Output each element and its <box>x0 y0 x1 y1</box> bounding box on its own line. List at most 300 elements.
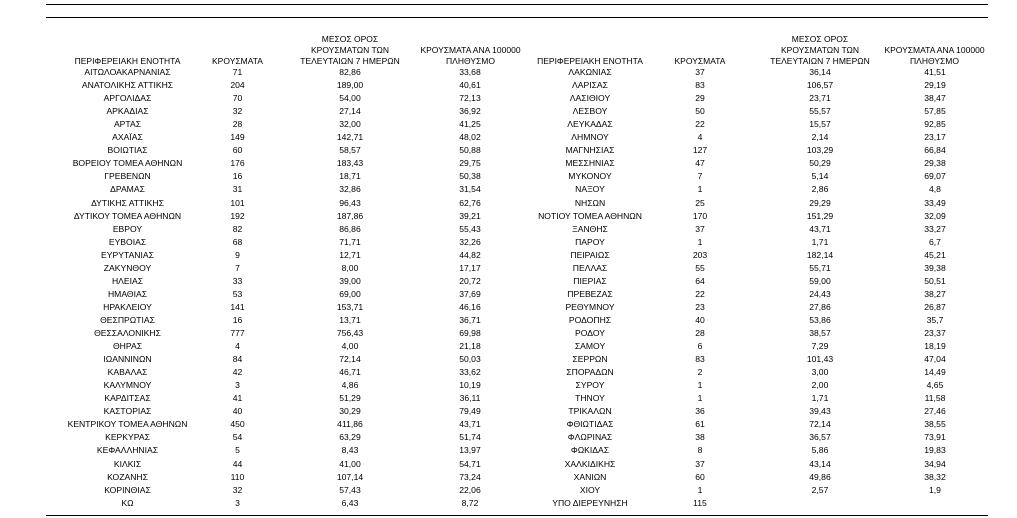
left-cell-per100k: 50,03 <box>459 354 481 365</box>
right-cell-per100k: 50,51 <box>924 275 946 286</box>
right-cell-per100k: 35,7 <box>926 314 944 325</box>
right-cell-per100k: 45,21 <box>924 249 946 260</box>
table-row <box>0 210 1017 223</box>
table-row <box>0 405 1017 418</box>
left-cell-region: ΚΑΛΥΜΝΟΥ <box>103 380 152 391</box>
left-cell-per100k: 62,76 <box>459 197 481 208</box>
left-cell-region: ΒΟΙΩΤΙΑΣ <box>107 145 148 156</box>
right-cell-cases: 60 <box>695 471 705 482</box>
right-cell-cases: 203 <box>692 249 708 260</box>
left-cell-cases: 141 <box>230 301 245 312</box>
right-cell-cases: 127 <box>692 145 708 156</box>
right-cell-per100k: 73,91 <box>924 432 946 443</box>
right-cell-cases: 22 <box>695 288 705 299</box>
left-cell-per100k: 43,71 <box>459 419 481 430</box>
left-cell-region: ΚΩ <box>121 497 134 508</box>
left-cell-cases: 450 <box>230 419 245 430</box>
right-cell-avg7: 49,86 <box>809 471 831 482</box>
table-row <box>0 458 1017 471</box>
left-cell-avg7: 82,86 <box>339 67 361 77</box>
left-cell-per100k: 36,71 <box>459 314 481 325</box>
right-cell-cases: 64 <box>695 275 705 286</box>
right-cell-per100k: 57,85 <box>924 106 946 117</box>
left-cell-cases: 9 <box>235 249 240 260</box>
table-row <box>0 170 1017 183</box>
left-cell-per100k: 8,72 <box>461 497 479 508</box>
header-rule <box>46 17 988 18</box>
left-cell-cases: 16 <box>232 314 243 325</box>
right-cell-region: ΠΙΕΡΙΑΣ <box>573 275 607 286</box>
right-cell-region: ΠΕΛΛΑΣ <box>572 262 608 273</box>
right-cell-per100k: 92,85 <box>924 119 946 130</box>
right-cell-cases: 8 <box>697 445 703 456</box>
right-cell-cases: 170 <box>692 210 708 221</box>
left-cell-cases: 60 <box>232 145 243 156</box>
left-cell-cases: 32 <box>232 106 243 117</box>
left-cell-region: ΔΥΤΙΚΟΥ ΤΟΜΕΑ ΑΘΗΝΩΝ <box>73 210 182 221</box>
right-cell-avg7: 1,71 <box>811 393 829 404</box>
left-cell-region: ΚΕΦΑΛΛΗΝΙΑΣ <box>96 445 159 456</box>
table-row <box>0 157 1017 170</box>
table-row <box>0 92 1017 105</box>
left-cell-cases: 110 <box>230 471 245 482</box>
right-cell-region: ΧΑΝΙΩΝ <box>573 471 607 482</box>
right-cell-avg7: 2,57 <box>811 484 829 495</box>
left-cell-avg7: 54,00 <box>339 93 361 104</box>
left-cell-avg7: 46,71 <box>339 367 361 378</box>
right-cell-avg7: 1,71 <box>811 236 829 247</box>
left-cell-cases: 31 <box>232 184 243 195</box>
right-cell-avg7: 43,71 <box>809 223 831 234</box>
left-cell-avg7: 72,14 <box>339 354 361 365</box>
header-region-right: ΠΕΡΙΦΕΡΕΙΑΚΗ ΕΝΟΤΗΤΑ <box>537 56 643 66</box>
right-cell-region: ΣΕΡΡΩΝ <box>572 354 608 365</box>
right-cell-region: ΝΑΞΟΥ <box>575 184 605 195</box>
left-cell-cases: 82 <box>232 223 243 234</box>
left-cell-region: ΘΕΣΠΡΩΤΙΑΣ <box>100 314 155 325</box>
table-row <box>0 392 1017 405</box>
right-cell-avg7: 103,29 <box>806 145 834 156</box>
right-cell-avg7: 55,71 <box>809 262 831 273</box>
header-avg7-right: ΜΕΣΟΣ ΟΡΟΣ ΚΡΟΥΣΜΑΤΩΝ ΤΩΝ ΤΕΛΕΥΤΑΙΩΝ 7 ΗΜΕΡΩΝ <box>770 34 870 66</box>
right-cell-per100k: 23,37 <box>924 328 946 338</box>
left-cell-per100k: 33,68 <box>459 67 481 77</box>
header-per100k-left: ΚΡΟΥΣΜΑΤΑ ΑΝΑ 100000 ΠΛΗΘΥΣΜΟ <box>420 45 521 66</box>
left-cell-avg7: 51,29 <box>339 393 361 404</box>
left-cell-cases: 176 <box>230 158 245 169</box>
left-cell-avg7: 8,43 <box>341 445 359 456</box>
right-cell-avg7: 182,14 <box>806 249 834 260</box>
left-cell-cases: 44 <box>232 458 243 469</box>
right-cell-avg7: 15,57 <box>809 119 831 130</box>
right-cell-per100k: 33,27 <box>924 223 946 234</box>
right-cell-avg7: 36,14 <box>809 67 831 77</box>
right-cell-cases: 36 <box>695 406 705 417</box>
left-cell-avg7: 12,71 <box>339 249 361 260</box>
left-cell-per100k: 73,24 <box>459 471 481 482</box>
left-cell-avg7: 71,71 <box>339 236 361 247</box>
left-cell-avg7: 107,14 <box>336 471 364 482</box>
left-cell-cases: 4 <box>235 341 240 352</box>
right-cell-avg7: 2,86 <box>811 184 829 195</box>
right-cell-per100k: 4,65 <box>926 380 944 391</box>
left-cell-cases: 84 <box>232 354 243 365</box>
right-cell-cases: 1 <box>697 236 703 247</box>
right-cell-region: ΛΕΥΚΑΔΑΣ <box>567 119 613 130</box>
left-cell-cases: 68 <box>232 236 243 247</box>
left-cell-region: ΑΡΓΟΛΙΔΑΣ <box>103 93 152 104</box>
right-cell-per100k: 47,04 <box>924 354 946 365</box>
right-cell-cases: 23 <box>695 301 705 312</box>
table-row <box>0 131 1017 144</box>
left-cell-avg7: 189,00 <box>336 80 364 91</box>
right-cell-cases: 1 <box>697 380 703 391</box>
left-cell-per100k: 33,62 <box>459 367 481 378</box>
left-cell-region: ΕΥΡΥΤΑΝΙΑΣ <box>101 249 154 260</box>
right-cell-cases: 7 <box>697 171 703 182</box>
right-cell-avg7: 55,57 <box>809 106 831 117</box>
left-cell-per100k: 48,02 <box>459 132 481 143</box>
right-cell-per100k: 23,17 <box>924 132 946 143</box>
header-cases-right: ΚΡΟΥΣΜΑΤΑ <box>674 56 726 66</box>
table-row <box>0 497 1017 510</box>
left-cell-region: ΑΙΤΩΛΟΑΚΑΡΝΑΝΙΑΣ <box>84 67 171 77</box>
left-cell-per100k: 31,54 <box>459 184 481 195</box>
right-cell-cases: 83 <box>695 80 705 91</box>
left-cell-avg7: 8,00 <box>341 262 359 273</box>
right-cell-region: ΜΥΚΟΝΟΥ <box>568 171 612 182</box>
right-cell-avg7: 5,86 <box>811 445 829 456</box>
table-row <box>0 197 1017 210</box>
right-cell-per100k: 66,84 <box>924 145 946 156</box>
left-cell-cases: 70 <box>232 93 243 104</box>
table-row <box>0 249 1017 262</box>
right-cell-cases: 83 <box>695 354 705 365</box>
right-cell-region: ΠΡΕΒΕΖΑΣ <box>567 288 613 299</box>
left-cell-cases: 3 <box>235 497 240 508</box>
left-cell-per100k: 46,16 <box>459 301 481 312</box>
right-cell-region: ΤΗΝΟΥ <box>575 393 605 404</box>
table-row <box>0 366 1017 379</box>
left-cell-per100k: 37,69 <box>459 288 481 299</box>
right-cell-region: ΡΟΔΟΠΗΣ <box>568 314 612 325</box>
left-cell-region: ΚΟΡΙΝΘΙΑΣ <box>104 484 151 495</box>
right-cell-region: ΦΛΩΡΙΝΑΣ <box>567 432 613 443</box>
right-cell-cases: 28 <box>695 328 705 338</box>
left-cell-avg7: 30,29 <box>339 406 361 417</box>
left-cell-per100k: 20,72 <box>459 275 481 286</box>
left-cell-per100k: 17,17 <box>459 262 481 273</box>
left-cell-region: ΑΡΚΑΔΙΑΣ <box>106 106 149 117</box>
right-cell-cases: 38 <box>695 432 705 443</box>
right-cell-avg7: 23,71 <box>809 93 831 104</box>
right-cell-region: ΛΗΜΝΟΥ <box>571 132 609 143</box>
right-cell-cases: 29 <box>695 93 705 104</box>
left-cell-region: ΚΟΖΑΝΗΣ <box>107 471 148 482</box>
left-cell-region: ΔΥΤΙΚΗΣ ΑΤΤΙΚΗΣ <box>91 197 164 208</box>
right-cell-per100k: 1,9 <box>929 484 941 495</box>
right-cell-avg7: 50,29 <box>809 158 831 169</box>
left-cell-region: ΕΒΡΟΥ <box>112 223 143 234</box>
left-cell-per100k: 44,82 <box>459 249 481 260</box>
left-cell-region: ΚΕΡΚΥΡΑΣ <box>105 432 150 443</box>
left-cell-per100k: 54,71 <box>459 458 481 469</box>
table-row <box>0 431 1017 444</box>
right-cell-region: ΛΑΡΙΣΑΣ <box>572 80 608 91</box>
left-cell-cases: 3 <box>235 380 240 391</box>
right-cell-avg7: 5,14 <box>811 171 829 182</box>
right-cell-avg7: 72,14 <box>809 419 831 430</box>
table-row <box>0 223 1017 236</box>
right-cell-cases: 50 <box>695 106 705 117</box>
right-cell-per100k: 39,38 <box>924 262 946 273</box>
right-cell-avg7: 29,29 <box>809 197 831 208</box>
right-cell-per100k: 69,07 <box>924 171 946 182</box>
left-cell-region: ΙΩΑΝΝΙΝΩΝ <box>103 354 152 365</box>
left-cell-per100k: 10,19 <box>459 380 481 391</box>
right-cell-region: ΜΕΣΣΗΝΙΑΣ <box>565 158 615 169</box>
left-cell-per100k: 50,38 <box>459 171 481 182</box>
left-cell-avg7: 142,71 <box>336 132 364 143</box>
right-cell-avg7: 2,14 <box>811 132 829 143</box>
left-cell-region: ΑΝΑΤΟΛΙΚΗΣ ΑΤΤΙΚΗΣ <box>81 80 174 91</box>
left-cell-per100k: 39,21 <box>459 210 481 221</box>
right-cell-region: ΣΑΜΟΥ <box>574 341 606 352</box>
left-cell-region: ΘΗΡΑΣ <box>112 341 143 352</box>
right-cell-cases: 22 <box>695 119 705 130</box>
right-cell-avg7: 38,57 <box>809 328 831 338</box>
left-cell-per100k: 36,11 <box>459 393 481 404</box>
right-cell-cases: 47 <box>695 158 705 169</box>
left-cell-avg7: 58,57 <box>339 145 361 156</box>
right-cell-region: ΣΠΟΡΑΔΩΝ <box>566 367 614 378</box>
left-cell-cases: 71 <box>232 67 243 77</box>
left-cell-region: ΑΧΑΪΑΣ <box>112 132 143 143</box>
left-cell-cases: 5 <box>235 445 240 456</box>
right-cell-cases: 1 <box>697 393 703 404</box>
left-cell-region: ΚΑΒΑΛΑΣ <box>107 367 148 378</box>
left-cell-cases: 204 <box>230 80 245 91</box>
bottom-rule <box>46 515 988 516</box>
table-row <box>0 314 1017 327</box>
right-cell-per100k: 38,55 <box>924 419 946 430</box>
top-rule <box>46 4 988 5</box>
right-cell-avg7: 151,29 <box>806 210 834 221</box>
left-cell-per100k: 13,97 <box>459 445 481 456</box>
table-row <box>0 66 1017 79</box>
right-cell-cases: 4 <box>697 132 703 143</box>
left-cell-avg7: 63,29 <box>339 432 361 443</box>
table-row <box>0 144 1017 157</box>
right-cell-per100k: 11,58 <box>924 393 946 404</box>
right-cell-region: ΝΗΣΩΝ <box>574 197 606 208</box>
left-cell-cases: 32 <box>232 484 243 495</box>
left-cell-region: ΑΡΤΑΣ <box>113 119 142 130</box>
left-cell-avg7: 32,86 <box>339 184 361 195</box>
table-row <box>0 79 1017 92</box>
left-cell-avg7: 41,00 <box>339 458 361 469</box>
left-cell-avg7: 4,86 <box>341 380 359 391</box>
left-cell-avg7: 4,00 <box>341 341 359 352</box>
right-cell-avg7: 59,00 <box>809 275 831 286</box>
right-cell-per100k: 18,19 <box>924 341 946 352</box>
left-cell-cases: 42 <box>232 367 243 378</box>
left-cell-cases: 40 <box>232 406 243 417</box>
right-cell-region: ΠΑΡΟΥ <box>575 236 605 247</box>
left-cell-avg7: 69,00 <box>339 288 361 299</box>
right-cell-per100k: 41,51 <box>924 67 946 77</box>
right-cell-per100k: 38,47 <box>924 93 946 104</box>
right-cell-cases: 61 <box>695 419 705 430</box>
left-cell-avg7: 187,86 <box>336 210 364 221</box>
right-cell-per100k: 14,49 <box>924 367 946 378</box>
right-cell-per100k: 29,38 <box>924 158 946 169</box>
left-cell-region: ΗΛΕΙΑΣ <box>111 275 144 286</box>
right-cell-region: ΛΑΚΩΝΙΑΣ <box>568 67 612 77</box>
right-cell-avg7: 7,29 <box>811 341 829 352</box>
left-cell-per100k: 79,49 <box>459 406 481 417</box>
left-cell-avg7: 756,43 <box>336 328 364 338</box>
left-cell-avg7: 18,71 <box>339 171 361 182</box>
left-cell-region: ΘΕΣΣΑΛΟΝΙΚΗΣ <box>94 328 161 338</box>
left-cell-per100k: 29,75 <box>459 158 481 169</box>
table-row <box>0 379 1017 392</box>
left-cell-per100k: 21,18 <box>459 341 481 352</box>
left-cell-cases: 7 <box>235 262 240 273</box>
left-cell-avg7: 183,43 <box>336 158 364 169</box>
left-cell-cases: 101 <box>230 197 245 208</box>
table-row <box>0 418 1017 431</box>
left-cell-avg7: 57,43 <box>339 484 361 495</box>
right-cell-avg7: 106,57 <box>806 80 834 91</box>
left-cell-cases: 53 <box>232 288 243 299</box>
right-cell-region: ΧΙΟΥ <box>579 484 601 495</box>
left-cell-per100k: 41,25 <box>459 119 481 130</box>
header-cases-left: ΚΡΟΥΣΜΑΤΑ <box>212 56 263 66</box>
header-region-left: ΠΕΡΙΦΕΡΕΙΑΚΗ ΕΝΟΤΗΤΑ <box>74 56 181 66</box>
table-row <box>0 484 1017 497</box>
right-cell-cases: 25 <box>695 197 705 208</box>
left-cell-avg7: 27,14 <box>339 106 361 117</box>
table-row <box>0 471 1017 484</box>
left-cell-cases: 192 <box>230 210 245 221</box>
table-row <box>0 275 1017 288</box>
right-cell-cases: 115 <box>693 497 707 508</box>
left-cell-avg7: 39,00 <box>339 275 361 286</box>
right-cell-per100k: 38,27 <box>924 288 946 299</box>
right-cell-region: ΣΥΡΟΥ <box>575 380 605 391</box>
table-row <box>0 288 1017 301</box>
right-cell-region: ΡΕΘΥΜΝΟΥ <box>565 301 615 312</box>
left-cell-region: ΗΡΑΚΛΕΙΟΥ <box>103 301 152 312</box>
left-cell-region: ΕΥΒΟΙΑΣ <box>108 236 147 247</box>
right-cell-region: ΛΕΣΒΟΥ <box>572 106 608 117</box>
left-cell-region: ΓΡΕΒΕΝΩΝ <box>104 171 151 182</box>
left-cell-region: ΚΕΝΤΡΙΚΟΥ ΤΟΜΕΑ ΑΘΗΝΩΝ <box>67 419 188 430</box>
right-cell-region: ΠΕΙΡΑΙΩΣ <box>570 249 610 260</box>
right-cell-per100k: 34,94 <box>924 458 946 469</box>
left-cell-avg7: 153,71 <box>336 301 364 312</box>
right-cell-avg7: 24,43 <box>809 288 831 299</box>
right-cell-cases: 55 <box>695 262 705 273</box>
left-cell-per100k: 32,26 <box>459 236 481 247</box>
left-cell-avg7: 96,43 <box>339 197 361 208</box>
table-row <box>0 105 1017 118</box>
right-cell-cases: 37 <box>695 67 705 77</box>
right-cell-cases: 2 <box>697 367 703 378</box>
right-cell-per100k: 19,83 <box>924 445 946 456</box>
right-cell-per100k: 38,32 <box>924 471 946 482</box>
right-cell-region: ΥΠΟ ΔΙΕΡΕΥΝΗΣΗ <box>552 497 628 508</box>
right-cell-per100k: 4,8 <box>929 184 941 195</box>
left-cell-per100k: 50,88 <box>459 145 481 156</box>
left-cell-cases: 54 <box>232 432 243 443</box>
right-cell-cases: 1 <box>697 184 703 195</box>
left-cell-cases: 28 <box>232 119 243 130</box>
left-cell-cases: 777 <box>230 328 245 338</box>
left-cell-per100k: 55,43 <box>459 223 481 234</box>
table-row <box>0 118 1017 131</box>
right-cell-cases: 40 <box>695 314 705 325</box>
right-cell-avg7: 43,14 <box>809 458 831 469</box>
right-cell-region: ΝΟΤΙΟΥ ΤΟΜΕΑ ΑΘΗΝΩΝ <box>538 210 642 221</box>
table-row <box>0 444 1017 457</box>
left-cell-per100k: 69,98 <box>459 328 481 338</box>
left-cell-avg7: 6,43 <box>341 497 359 508</box>
left-cell-cases: 149 <box>230 132 245 143</box>
left-cell-region: ΚΑΡΔΙΤΣΑΣ <box>104 393 151 404</box>
right-cell-region: ΦΘΙΩΤΙΔΑΣ <box>566 419 614 430</box>
table-row <box>0 353 1017 366</box>
header-per100k-right: ΚΡΟΥΣΜΑΤΑ ΑΝΑ 100000 ΠΛΗΘΥΣΜΟ <box>884 45 985 66</box>
left-cell-cases: 16 <box>232 171 243 182</box>
left-cell-cases: 33 <box>232 275 243 286</box>
right-cell-cases: 37 <box>695 458 705 469</box>
right-cell-region: ΞΑΝΘΗΣ <box>572 223 608 234</box>
table-row <box>0 236 1017 249</box>
left-cell-region: ΖΑΚΥΝΘΟΥ <box>103 262 152 273</box>
table-row <box>0 301 1017 314</box>
right-cell-per100k: 6,7 <box>929 236 941 247</box>
right-cell-avg7: 101,43 <box>806 354 834 365</box>
right-cell-per100k: 26,87 <box>924 301 946 312</box>
right-cell-region: ΜΑΓΝΗΣΙΑΣ <box>565 145 615 156</box>
left-cell-avg7: 32,00 <box>339 119 361 130</box>
left-cell-region: ΗΜΑΘΙΑΣ <box>107 288 148 299</box>
left-cell-per100k: 22,06 <box>459 484 481 495</box>
right-cell-per100k: 33,49 <box>924 197 946 208</box>
right-cell-avg7: 53,86 <box>809 314 831 325</box>
right-cell-region: ΛΑΣΙΘΙΟΥ <box>569 93 611 104</box>
right-cell-avg7: 39,43 <box>809 406 831 417</box>
left-cell-avg7: 86,86 <box>339 223 361 234</box>
table-row <box>0 183 1017 196</box>
left-cell-cases: 41 <box>232 393 243 404</box>
left-cell-per100k: 51,74 <box>459 432 481 443</box>
header-avg7-left: ΜΕΣΟΣ ΟΡΟΣ ΚΡΟΥΣΜΑΤΩΝ ΤΩΝ ΤΕΛΕΥΤΑΙΩΝ 7 ΗΜΕΡΩΝ <box>300 34 400 66</box>
right-cell-per100k: 32,09 <box>924 210 946 221</box>
left-cell-per100k: 40,61 <box>459 80 481 91</box>
table-row <box>0 340 1017 353</box>
right-cell-region: ΤΡΙΚΑΛΩΝ <box>568 406 612 417</box>
table-row <box>0 327 1017 340</box>
right-cell-avg7: 3,00 <box>811 367 829 378</box>
right-cell-cases: 1 <box>697 484 703 495</box>
right-cell-cases: 6 <box>697 341 703 352</box>
table-row <box>0 262 1017 275</box>
right-cell-avg7: 36,57 <box>809 432 831 443</box>
right-cell-avg7: 27,86 <box>809 301 831 312</box>
